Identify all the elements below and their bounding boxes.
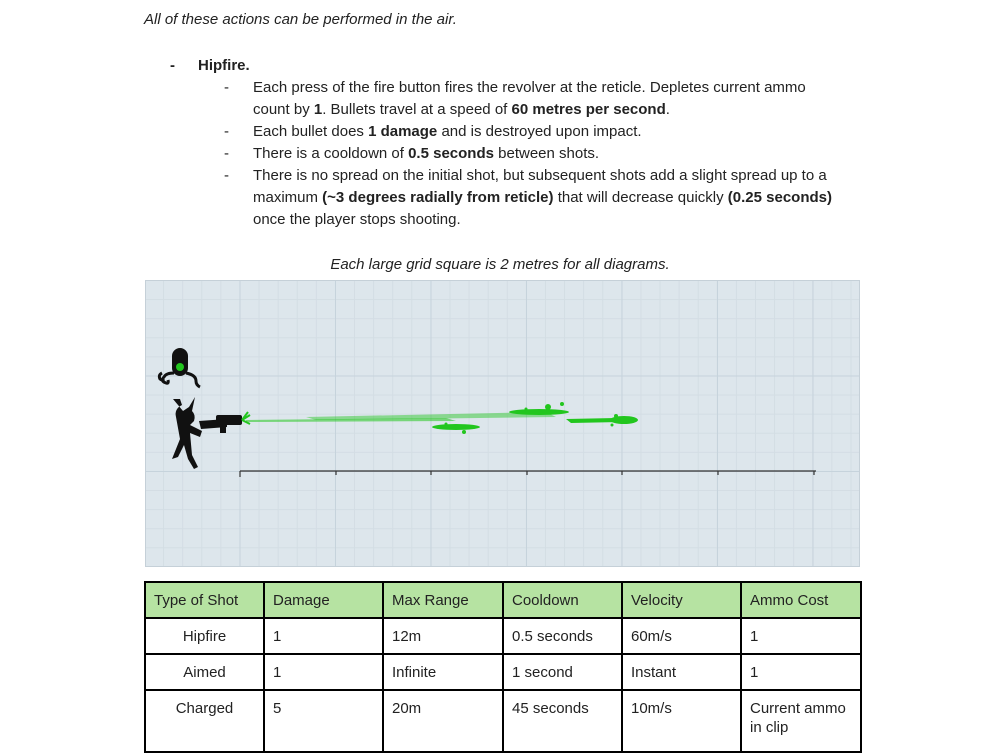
detail-dash: - xyxy=(224,123,229,140)
column-header: Velocity xyxy=(622,582,741,618)
table-cell: 1 xyxy=(264,618,383,654)
detail-text: There is no spread on the initial shot, but subsequent shots add a slight spread up to a maximum xyxy=(253,167,827,206)
table-cell: 1 xyxy=(264,654,383,690)
detail-text: . xyxy=(665,101,670,118)
column-header: Ammo Cost xyxy=(741,582,861,618)
detail-text: There is a cooldown of xyxy=(253,145,409,162)
table-cell: 1 xyxy=(741,654,861,690)
table-row xyxy=(145,654,861,690)
detail-text: and is destroyed upon impact. xyxy=(437,123,642,140)
detail-item xyxy=(224,165,844,231)
table-cell: 60m/s xyxy=(622,618,741,654)
table-cell: Charged xyxy=(145,690,264,752)
revolver-icon xyxy=(216,415,242,433)
table-cell: Infinite xyxy=(383,654,503,690)
table-cell: 5 xyxy=(264,690,383,752)
detail-text: Each bullet does xyxy=(253,123,369,140)
detail-dash: - xyxy=(224,145,229,162)
shot-types-table xyxy=(144,581,862,753)
section-dash: - xyxy=(170,57,175,74)
detail-item xyxy=(224,77,844,121)
detail-text: that will decrease quickly xyxy=(553,189,728,206)
column-header: Max Range xyxy=(383,582,503,618)
detail-emphasis: (0.25 seconds) xyxy=(727,189,832,206)
detail-item xyxy=(224,121,844,143)
table-cell: 1 second xyxy=(503,654,622,690)
bullet-trail-icon xyxy=(242,402,638,434)
table-cell: 0.5 seconds xyxy=(503,618,622,654)
detail-emphasis: 1 damage xyxy=(368,123,438,140)
detail-text: Each press of the fire button fires the revolver at the reticle. Depletes current ammo count by xyxy=(253,79,806,118)
detail-text: between shots. xyxy=(493,145,600,162)
hipfire-diagram xyxy=(145,280,860,567)
drone-icon xyxy=(159,348,200,387)
table-cell: 12m xyxy=(383,618,503,654)
table-cell: Aimed xyxy=(145,654,264,690)
column-header: Type of Shot xyxy=(145,582,264,618)
hipfire-details-list xyxy=(224,77,844,231)
detail-emphasis: 1 xyxy=(313,101,323,118)
diagram-canvas xyxy=(146,281,861,568)
table-cell: 20m xyxy=(383,690,503,752)
table-cell: Hipfire xyxy=(145,618,264,654)
column-header: Cooldown xyxy=(503,582,622,618)
section-title: Hipfire. xyxy=(198,57,250,74)
table-cell: 10m/s xyxy=(622,690,741,752)
range-ruler-icon xyxy=(240,471,816,477)
detail-dash: - xyxy=(224,167,229,184)
detail-dash: - xyxy=(224,79,229,96)
table-header-row xyxy=(145,582,861,618)
detail-emphasis: 0.5 seconds xyxy=(408,145,494,162)
detail-item xyxy=(224,143,844,165)
table-row xyxy=(145,690,861,752)
character-silhouette-icon xyxy=(172,397,227,469)
table-row xyxy=(145,618,861,654)
detail-text: . Bullets travel at a speed of xyxy=(322,101,512,118)
column-header: Damage xyxy=(264,582,383,618)
table-cell: Current ammo in clip xyxy=(741,690,861,752)
detail-emphasis: 60 metres per second xyxy=(511,101,666,118)
intro-text: All of these actions can be performed in the air. xyxy=(144,11,457,28)
detail-text: once the player stops shooting. xyxy=(253,211,461,228)
table-cell: Instant xyxy=(622,654,741,690)
table-cell: 1 xyxy=(741,618,861,654)
table-cell: 45 seconds xyxy=(503,690,622,752)
diagram-caption: Each large grid square is 2 metres for all diagrams. xyxy=(330,256,670,273)
detail-emphasis: (~3 degrees radially from reticle) xyxy=(322,189,554,206)
section-heading xyxy=(170,57,250,74)
